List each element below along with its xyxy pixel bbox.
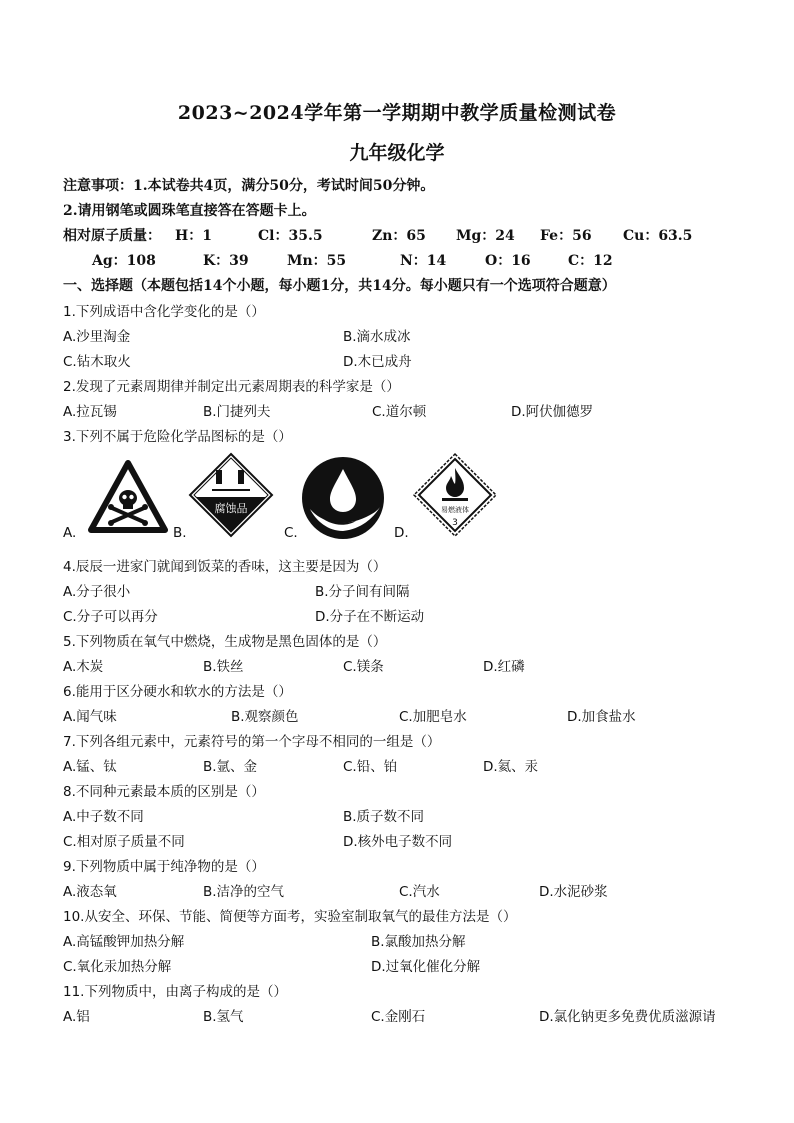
section-heading: 一、选择题（本题包括14个小题，每小题1分，共14分。每小题只有一个选项符合题意） (63, 278, 616, 294)
corrosive-diamond-icon (188, 452, 274, 538)
question-stem: 10.从安全、环保、节能、简便等方面考，实验室制取氧气的最佳方法是（） (63, 909, 517, 925)
option-d: D.氦、汞 (483, 759, 539, 775)
water-drop-circle-icon (300, 455, 386, 541)
option-d: D.阿伏伽德罗 (511, 404, 594, 420)
option-b: B.氩、金 (203, 759, 258, 775)
hazard-class-number: 3 (452, 518, 458, 528)
atomic-mass-o: O：16 (485, 253, 531, 269)
toxic-skull-triangle-icon (88, 460, 168, 534)
option-a: A.拉瓦锡 (63, 404, 117, 420)
exam-title: 2023~2024学年第一学期期中教学质量检测试卷 (177, 102, 617, 124)
option-a: A.铝 (63, 1009, 90, 1025)
option-a: A.液态氧 (63, 884, 117, 900)
option-a: A.沙里淘金 (63, 329, 131, 345)
option-c: C.氧化汞加热分解 (63, 959, 172, 975)
question-stem: 7.下列各组元素中，元素符号的第一个字母不相同的一组是（） (63, 734, 441, 750)
option-d: D. (394, 525, 409, 541)
question-stem: 3.下列不属于危险化学品图标的是（） (63, 429, 292, 445)
option-d: D.过氧化催化分解 (371, 959, 481, 975)
atomic-mass-c: C：12 (568, 253, 613, 269)
question-stem: 9.下列物质中属于纯净物的是（） (63, 859, 265, 875)
option-b: B.门捷列夫 (203, 404, 271, 420)
option-c: C. (284, 525, 298, 541)
question-stem: 2.发现了元素周期律并制定出元素周期表的科学家是（） (63, 379, 400, 395)
question-stem: 1.下列成语中含化学变化的是（） (63, 304, 265, 320)
option-d: D.分子在不断运动 (315, 609, 425, 625)
option-b: B.氯酸加热分解 (371, 934, 466, 950)
flammable-label: 易燃液体 (441, 506, 469, 514)
option-c: C.道尔顿 (372, 404, 427, 420)
option-b: B.分子间有间隔 (315, 584, 410, 600)
option-b: B.质子数不同 (343, 809, 425, 825)
option-b: B. (173, 525, 187, 541)
option-c: C.镁条 (343, 659, 384, 675)
question-stem: 11.下列物质中，由离子构成的是（） (63, 984, 287, 1000)
option-c: C.加肥皂水 (399, 709, 467, 725)
flammable-liquid-diamond-icon (412, 452, 498, 538)
option-c: C.相对原子质量不同 (63, 834, 185, 850)
option-c: C.钻木取火 (63, 354, 131, 370)
option-b: B.氢气 (203, 1009, 244, 1025)
atomic-mass-k: K：39 (203, 253, 249, 269)
atomic-mass-mg: Mg：24 (456, 228, 515, 244)
atomic-mass-h: H：1 (175, 228, 212, 244)
option-b: B.铁丝 (203, 659, 244, 675)
option-b: B.洁净的空气 (203, 884, 285, 900)
notes-line-2: 2.请用钢笔或圆珠笔直接答在答题卡上。 (63, 203, 316, 219)
notes-line-1: 注意事项：1.本试卷共4页，满分50分，考试时间50分钟。 (63, 178, 435, 194)
option-a: A.闻气味 (63, 709, 117, 725)
question-stem: 4.辰辰一进家门就闻到饭菜的香味，这主要是因为（） (63, 559, 387, 575)
question-stem: 5.下列物质在氧气中燃烧，生成物是黑色固体的是（） (63, 634, 387, 650)
option-d: D.氯化钠更多免费优质滋源请 (539, 1009, 716, 1025)
atomic-mass-n: N：14 (400, 253, 447, 269)
question-stem: 6.能用于区分硬水和软水的方法是（） (63, 684, 292, 700)
option-c: C.金刚石 (371, 1009, 426, 1025)
atomic-mass-ag: Ag：108 (92, 253, 156, 269)
atomic-mass-fe: Fe：56 (540, 228, 592, 244)
option-a: A.中子数不同 (63, 809, 144, 825)
option-b: B.观察颜色 (231, 709, 299, 725)
option-a: A.木炭 (63, 659, 104, 675)
atomic-mass-cu: Cu：63.5 (623, 228, 693, 244)
atomic-mass-zn: Zn：65 (372, 228, 426, 244)
atomic-mass-label: 相对原子质量： (63, 228, 161, 244)
option-a: A.高锰酸钾加热分解 (63, 934, 185, 950)
option-d: D.木已成舟 (343, 354, 412, 370)
option-a: A. (63, 525, 77, 541)
question-stem: 8.不同种元素最本质的区别是（） (63, 784, 265, 800)
corrosive-label: 腐蚀品 (214, 502, 248, 515)
option-b: B.滴水成冰 (343, 329, 411, 345)
option-c: C.铅、铂 (343, 759, 398, 775)
option-d: D.水泥砂浆 (539, 884, 608, 900)
option-c: C.分子可以再分 (63, 609, 158, 625)
option-d: D.红磷 (483, 659, 525, 675)
option-c: C.汽水 (399, 884, 440, 900)
option-a: A.锰、钛 (63, 759, 117, 775)
option-d: D.核外电子数不同 (343, 834, 453, 850)
exam-subtitle: 九年级化学 (349, 142, 445, 164)
option-a: A.分子很小 (63, 584, 131, 600)
option-d: D.加食盐水 (567, 709, 636, 725)
atomic-mass-mn: Mn：55 (287, 253, 347, 269)
atomic-mass-cl: Cl：35.5 (258, 228, 323, 244)
